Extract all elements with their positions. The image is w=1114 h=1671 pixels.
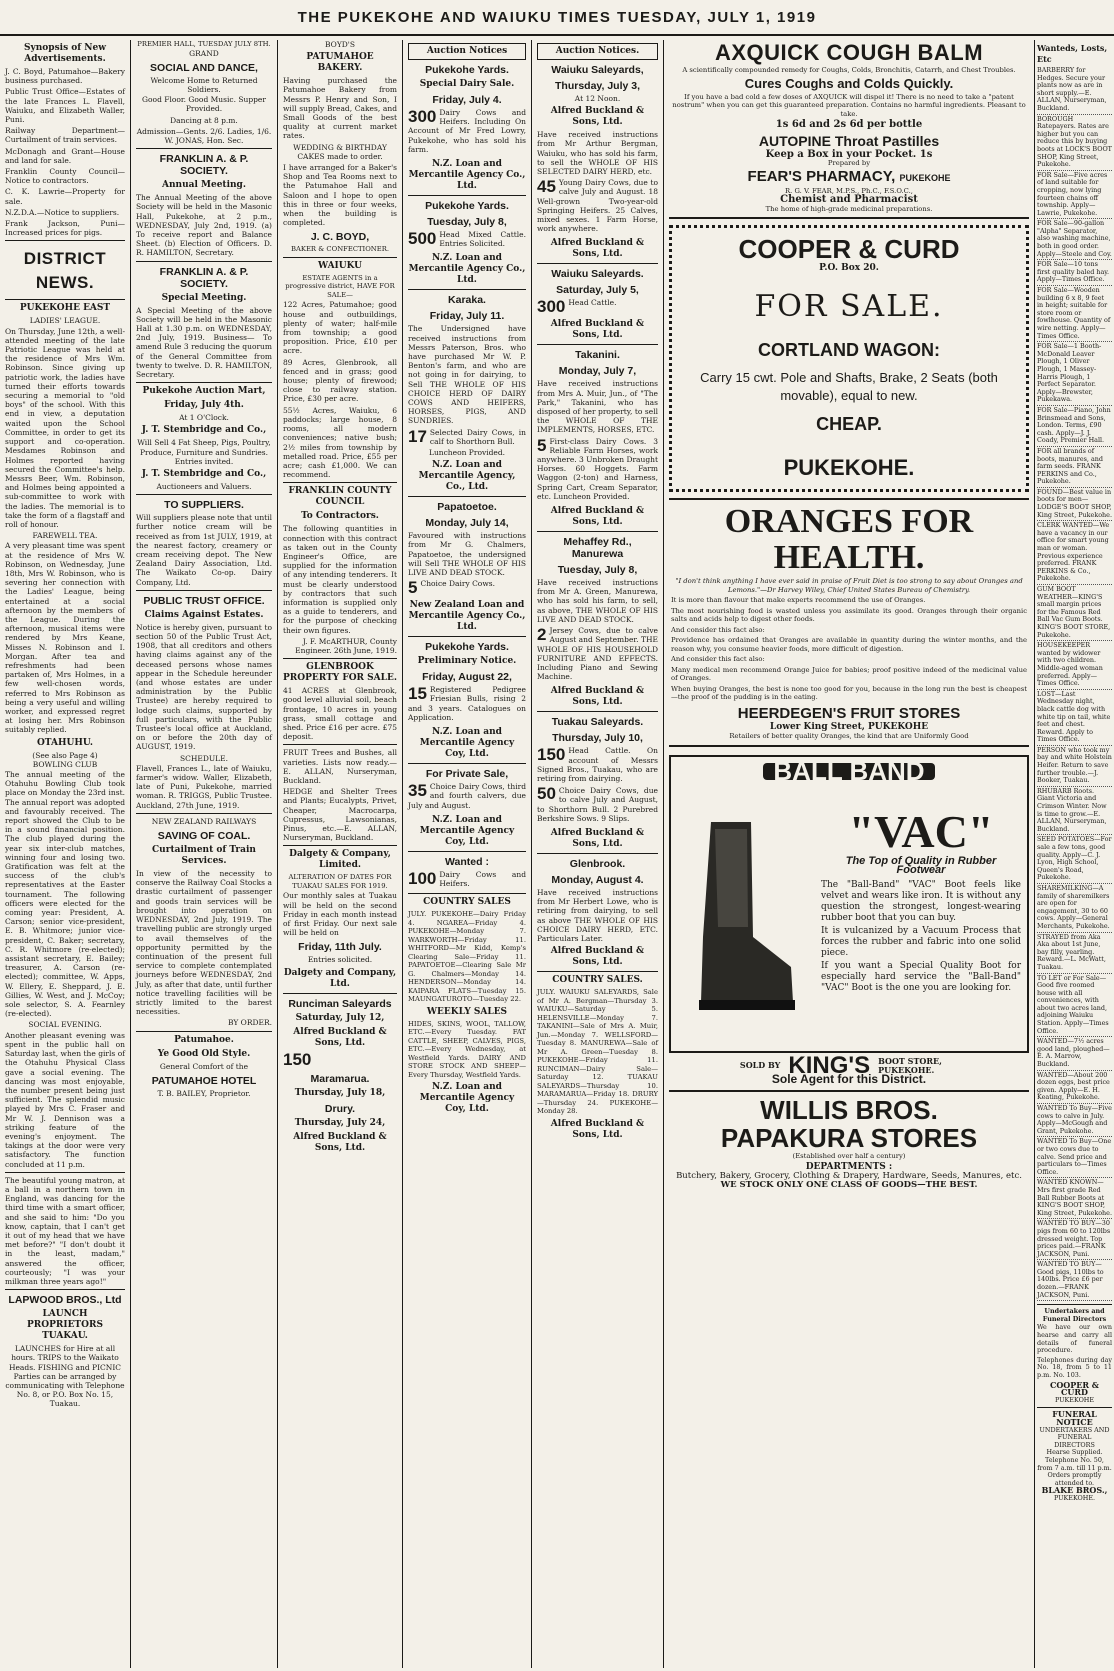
funeral-town: PUKEKOHE. — [1053, 1493, 1096, 1502]
auctioneer: N.Z. Loan and Mercantile Agency Co., Ltd. — [408, 253, 526, 286]
ad-title: Maramarua. — [310, 1072, 370, 1085]
sale-date: Monday, July 14, — [425, 517, 509, 530]
sale-text: First-class Dairy Cows. 3 Reliable Farm Horses, work anywhere. 3 Unbroken Draught Horses. 60 Hoggets. Farm Waggon (2-ton) and Harness, Spring Cart, Cream Separator, etc. Luncheon Provided. — [537, 436, 658, 501]
heerdegen-address: Lower King Street, PUKEKOHE — [769, 721, 929, 732]
ball-band-ad — [669, 755, 1029, 1053]
departments-heading: DEPARTMENTS : — [805, 1161, 893, 1172]
article-text: The beautiful young matron, at a ball in a northern town in England, was dancing for the third time with a smart officer, and she said to him: "Do you know, captain, that I can't get it out of my head that we have met before?" "I don't doubt it in the least, madam," answered the officer, courteously; "I was your milkman three years ago!" — [5, 1175, 125, 1286]
ad-title: GLENBROOK PROPERTY FOR SALE. — [283, 662, 397, 684]
heerdegen-tagline: Retailers of better quality Oranges, the kind that are Uniformly Good — [729, 732, 969, 741]
ad-title: Dalgety & Company, Limited. — [289, 849, 391, 871]
oranges-point: It is more than flavour that make experts recommend the use of Oranges. — [671, 596, 926, 605]
classified-ad: STRAYED from Aka Aka about 1st June, bay filly, yearling. Reward.—L. McWatt, Tuakau. — [1037, 934, 1112, 974]
sale-list: JULY. WAIUKU SALEYARDS, Sale of Mr A. Bergman—Thursday 3. WAIUKU—Saturday 5. HELENSVILLE—Monday 7. TAKANINI—Sale of Mrs A. Muir, Jun.—Monday 7. WELLSFORD—Tuesday 8. MANUREWA—Sale of Mr A. Green—Tuesday 8. PUKEKOHE—Friday 11. RUNCIMAN—Dairy Sale—Saturday 12. TUAKAU SALEYARDS—Thursday 10. MARAMARUA—Friday 18. DRURY—Thursday 24. PUKEKOHE—Monday 28. — [537, 988, 658, 1116]
notice-text: At 1 O'Clock. — [179, 413, 229, 423]
sale-location: Pukekohe Yards. — [425, 200, 509, 213]
sale-text: Registered Pedigree Friesian Bulls, rising 2 and 3 years. Catalogues on Application. — [408, 685, 526, 722]
classified-ad: FOUND—Best value in boots for men—LODGE'S BOOT SHOP, King Street, Pukekohe. — [1037, 489, 1112, 521]
sale-date: Tuesday, July 8, — [427, 216, 507, 229]
wagon-heading: CORTLAND WAGON: — [758, 340, 940, 361]
cooper-curd-title: COOPER & CURD — [738, 234, 960, 265]
synopsis-item: Public Trust Office—Estates of the late Frances L. Flavell, Waiuku, and Elizabeth Waller, Puni. — [5, 87, 125, 125]
ad-text: J. F. McARTHUR, County Engineer. 26th June, 1919. — [295, 636, 397, 655]
notice-subtitle: J. T. Stembridge and Co., — [141, 425, 267, 436]
wagon-price-note: CHEAP. — [816, 414, 882, 435]
vac-subtitle: The Top of Quality in Rubber Footwear — [845, 854, 997, 876]
lot-number: 100 — [408, 868, 437, 888]
lot-number: 500 — [408, 229, 437, 249]
pharmacist-title: Chemist and Pharmacist — [780, 194, 918, 206]
classifieds-list — [1037, 67, 1112, 1301]
ad-heading: BOYD'S — [325, 40, 355, 49]
notice-text: Good Floor. Good Music. Supper Provided. — [142, 95, 266, 114]
classified-ad: SEED POTATOES—For sale a few tons, good quality. Apply—C. J. Lyon, High School, Queen's Road, Pukekohe. — [1037, 836, 1112, 884]
sale-text: Head Cattle. — [568, 298, 617, 308]
sale-text: Young Dairy Cows, due to calve July and August. 18 Well-grown Two-year-old Springing Heifers. 25 Calves, mixed sexes. 1 Farm Horse, work anywhere. — [537, 178, 658, 234]
classified-ad: FOR Sale—10 tons first quality baled hay. Apply—Times Office. — [1037, 261, 1112, 286]
ad-title: Alfred Buckland & Sons, Ltd. — [293, 1131, 387, 1153]
article-heading: SOCIAL EVENING. — [28, 1020, 102, 1030]
lot-number: 5 — [537, 435, 547, 455]
ad-date: Saturday, July 12, — [295, 1012, 385, 1023]
classified-ad: PERSON who took my bay and white Holstein Heifer. Return to save further trouble.—J. Booker, Tuakau. — [1037, 747, 1112, 787]
undertakers-telephone: Telephones during day No. 18, from 5 to 11 p.m. No. 103. — [1037, 1355, 1112, 1379]
ad-heading: LAPWOOD BROS., Ltd — [8, 1294, 122, 1307]
lot-number: 300 — [408, 107, 437, 126]
notice-heading: PREMIER HALL, TUESDAY JULY 8TH. — [137, 40, 271, 48]
cooper-curd-box: P.O. Box 20. — [819, 263, 879, 274]
classified-ad: FOR Sale—Wooden building 6 x 8, 9 feet in height; suitable for store room or fowlhouse. Quantity of wire netting. Apply—Times Office. — [1037, 287, 1112, 342]
article-text: A very pleasant time was spent at the residence of Mrs W. Robinson, on Wednesday, June 18th, Mrs W. Robinson, who is severing her connection with the Ladies' League, being entertained at a social afternoon by the members of the League. During the afternoon, musical items were rendered by Mrs Keane, Misses N. Robinson and I. Morgan. After tea and refreshments had been partaken of, Mrs Holmes, in a few well-chosen words, referred to Mrs Robinson as being a very useful and willing worker, and expressed regret at losing her. Mrs Robinson suitably replied. — [5, 541, 125, 735]
oranges-point: Many medical men recommend Orange Juice for babies; proof positive indeed of the medicinal value of Oranges. — [671, 665, 1027, 683]
sale-date: Saturday, July 5, — [556, 284, 639, 297]
column-business — [278, 40, 402, 1668]
axquick-price: 1s 6d and 2s 6d per bottle — [775, 119, 923, 130]
lot-number: 15 — [408, 684, 427, 704]
auctioneer: New Zealand Loan and Mercantile Agency Co., Ltd. — [408, 600, 526, 633]
ad-title: Alfred Buckland & Sons, Ltd. — [293, 1026, 387, 1048]
ad-date: Thursday, July 24, — [294, 1117, 386, 1128]
sale-date: Friday, July 11. — [429, 310, 505, 323]
classified-ad: FOR Sale—Five acres of land suitable for cropping, now lying fourteen chains off township. Apply—Lawrie, Pukekohe. — [1037, 172, 1112, 220]
classified-ad: WANTED TO BUY—30 pigs from 60 to 120lbs dressed weight. Top prices paid.—FRANK JACKSON, Puni. — [1037, 1220, 1112, 1260]
ad-text: 41 ACRES at Glenbrook, good level alluvial soil, beach frontage, 10 acres in young grass, small cottage and shed. Price £16 per acre. £75 deposit. — [283, 686, 397, 742]
notice-text: Auctioneers and Valuers. — [156, 481, 252, 491]
column-auctions-nzloan — [403, 40, 531, 1668]
funeral-firm: BLAKE BROS., — [1041, 1485, 1108, 1496]
section-heading: PUKEKOHE EAST — [19, 303, 111, 314]
auctioneer: Alfred Buckland & Sons, Ltd. — [550, 1118, 645, 1140]
funeral-text: Hearse Supplied. — [1046, 1448, 1103, 1457]
article-text: On Thursday, June 12th, a well-attended meeting of the late Patriotic League was held at the residence of Mrs Wm. Robinson. Since giving up patriotic work, the ladies have turned their efforts towards securing a memorial to "old boys" of the school. With this end in view, a deputation waited upon the School Committee, in order to get its support and co-operation. Mesdames Robinson and Holmes reported having secured the Committee's help. Messrs Beer, Wm. Robinson, and Holmes being appointed a sub-committee to work with the ladies. The memorial is to take the form of a flagstaff and roll of honour. — [5, 326, 125, 529]
article-text: The annual meeting of the Otahuhu Bowling Club took place on Monday the 23rd inst. The annual report was adopted and favourably received. The report showed the Club to be in a sound financial position. The club played during the year six inter-club matches, winning four and losing two. Gratification was felt at the success of the club's representatives at the Easter tournament. The following officers were elected for the coming year: President, A. Carson; senior vice-president, E. B. Whitmore; junior vice-president, C. Baker; secretary, C. R. Whitmore (re-elected); assistant secretary, E. Bailey; treasurer, A. Carson (re-elected); committee, W. Apps, W. Ellery, E. Sheppard, J. E. Gillies, W. West, and J. McCoy; sole selector, S. A. Fearnley (re-elected). — [5, 770, 125, 1019]
auctioneer: Alfred Buckland & Sons, Ltd. — [550, 686, 645, 708]
column-auctions-buckland — [532, 40, 663, 1668]
sale-text: Have received instructions from Mr A. Green, Manurewa, who has sold his farm, to sell, as above, THE WHOLE OF HIS LIVE AND DEAD STOCK. — [537, 578, 658, 624]
auctioneer: Alfred Buckland & Sons, Ltd. — [550, 106, 645, 128]
funeral-text: UNDERTAKERS AND FUNERAL DIRECTORS — [1039, 1425, 1110, 1449]
notice-subtitle: Special Meeting. — [161, 292, 247, 303]
ad-subheading: LAUNCH PROPRIETORS TUAKAU. — [27, 1309, 103, 1342]
classified-ad: WANTED KNOWN—Mrs first grade Red Ball Rubber Boots at KING'S BOOT SHOP, King Street, Pukekohe. — [1037, 1179, 1112, 1219]
synopsis-item: N.Z.D.A.—Notice to suppliers. — [5, 207, 120, 217]
sale-location: Waiuku Saleyards. — [551, 268, 644, 281]
ad-text: HEDGE and Shelter Trees and Plants; Eucalypts, Privet, Cheaper, Macrocarpa, Cupressus, Lawsonianas, Pinus, etc.—E. ALLAN, Nurseryman, Buckland. — [283, 787, 397, 843]
sale-location: Mehaffey Rd., Manurewa — [563, 536, 632, 561]
property-item: 55½ Acres, Waiuku, 6 paddocks; large house, 8 rooms, all modern conveniences; native bush; 2½ miles from township by metalled road. Price, £55 per acre; cash £1,000. We can recommend. — [283, 405, 397, 480]
sale-location: Pukekohe Yards. — [425, 64, 509, 76]
notice-subtitle: Curtailment of Train Services. — [152, 845, 256, 867]
auctioneer: Alfred Buckland & Sons, Ltd. — [550, 319, 645, 341]
sale-text: Have received instructions from Mrs A. Muir, Jun., of "The Park," Takanini, who has disposed of her property, to sell the WHOLE OF THE IMPLEMENTS, HORSES, ETC. — [537, 379, 658, 435]
article-text: Another pleasant evening was spent in the public hall on Saturday last, when the girls of the Otahuhu Physical Class gave a social evening. The dancing was most enjoyable, the number present being just sufficient. The splendid music played by Mrs C. Fraser and Mr W. J. Dennison was a striking feature of the evening's enjoyment. The takings at the door were very satisfactory. The function concluded at 11 p.m. — [5, 1030, 125, 1169]
sale-location: Wanted : — [445, 855, 489, 868]
notice-subtitle: Ye Good Old Style. — [157, 1048, 251, 1059]
sale-text: Have received instructions from Mr Arthur Bergman, Waiuku, who has sold his farm, to sell the WHOLE OF HIS SELECTED DAIRY HERD, etc. — [537, 130, 658, 177]
auctioneer: N.Z. Loan and Mercantile Agency Coy, Ltd. — [419, 1082, 515, 1115]
sale-text: Have received instructions from Mr Herbert Lowe, who is retiring from dairying, to sell as above THE WHOLE OF HIS CHOICE DAIRY HERD, ETC. Particulars Later. — [537, 887, 658, 943]
sale-list-heading: COUNTRY SALES — [423, 897, 511, 908]
notice-subtitle: Claims Against Estates. — [144, 609, 264, 620]
notice-text: SCHEDULE. — [179, 753, 229, 763]
lot-number: 150 — [537, 745, 566, 765]
lot-number: 5 — [408, 578, 418, 598]
synopsis-item: C. K. Lawrie—Property for sale. — [5, 187, 125, 206]
kings-title: KING'S — [788, 1052, 871, 1080]
column-display-ads — [664, 40, 1034, 1668]
sale-list-heading: WEEKLY SALES — [426, 1006, 508, 1017]
notice-heading: NEW ZEALAND RAILWAYS — [151, 816, 257, 826]
oranges-title: ORANGES FOR HEALTH. — [724, 503, 974, 577]
classified-ad: WANTED—7½ acres good land, ploughed—E. A. Marrow, Buckland. — [1037, 1038, 1112, 1070]
papakura-title: PAPAKURA STORES — [720, 1123, 978, 1154]
oranges-ad — [669, 498, 1029, 746]
lot-number: 35 — [408, 781, 427, 801]
undertakers-text: We have our own hearse and carry all details of funeral procedure. — [1037, 1323, 1112, 1355]
ad-subtitle: To Contractors. — [301, 511, 379, 522]
sale-date: Thursday, July 10, — [552, 732, 643, 745]
funeral-text: Orders promptly attended to. — [1047, 1471, 1102, 1487]
willis-established: (Established over half a century) — [792, 1152, 906, 1161]
notice-subtitle: Pukekohe Auction Mart, — [142, 386, 266, 397]
auctioneer: N.Z. Loan and Mercantile Agency Co., Ltd. — [408, 159, 526, 192]
autopine-title: AUTOPINE Throat Pastilles — [758, 133, 940, 150]
notice-title: FRANKLIN A. & P. SOCIETY. — [159, 265, 249, 290]
lot-number: 2 — [537, 625, 547, 645]
vac-title: "VAC" — [848, 805, 994, 857]
undertakers-firm: COOPER & CURD — [1049, 1379, 1100, 1398]
classified-ad: CLERK WANTED—We have a vacancy in our office for smart young man or woman. Previous experience preferred. FRANK PERKINS & Co., Pukekohe. — [1037, 522, 1112, 585]
auctioneer: N.Z. Loan and Mercantile Agency, Co., Ltd. — [418, 460, 516, 493]
pharmacy-town: PUKEKOHE — [899, 172, 951, 183]
column-heading: Auction Notices. — [537, 43, 658, 60]
ball-band-logo: BALL BAND — [763, 763, 934, 780]
ad-text: I have arranged for a Baker's Shop and Tea Rooms next to the Patumahoe Hall and Saloon and I hope to open this in three or four weeks, when the building is completed. — [283, 163, 397, 228]
undertakers-heading: Undertakers and Funeral Directors — [1042, 1307, 1107, 1323]
synopsis-item: McDonagh and Grant—House and land for sale. — [5, 146, 125, 165]
synopsis-heading: Synopsis of New Advertisements. — [24, 43, 106, 64]
ad-text: WEDDING & BIRTHDAY CAKES made to order. — [293, 142, 387, 161]
sale-text: Selected Dairy Cows, in calf to Shorthorn Bull. — [429, 427, 526, 446]
sale-location: Takanini. — [575, 349, 620, 362]
kings-subtitle: BOOT STORE, PUKEKOHE. — [878, 1055, 942, 1075]
notice-title: PATUMAHOE HOTEL — [151, 1074, 257, 1087]
sale-location: Karaka. — [448, 294, 486, 307]
property-item: 89 Acres, Glenbrook, all fenced and in grass; good house; plenty of firewood; close to railway station. Price, £30 per acre. — [283, 357, 397, 404]
sale-text: Dairy Cows and Heifers. — [439, 869, 526, 888]
vac-text: If you want a Special Quality Boot for especially hard service the "Ball-Band" "VAC" Boot is the one you are looking for. — [821, 960, 1021, 993]
sale-text: Head Cattle. On account of Messrs Signed Bros., Tuakau, who are retiring from dairying. — [537, 746, 658, 783]
funeral-heading: FUNERAL NOTICE — [1052, 1409, 1097, 1427]
oranges-point: The most nourishing food is wasted unless you assimilate its good. Oranges through their organic salts and acids help to digest other foods. — [671, 606, 1027, 624]
notice-text: Notice is hereby given, pursuant to section 50 of the Public Trust Act, 1908, that all creditors and others having claims against any of the deceased persons whose names appear in the Schedule hereunder (and whose estates are under administration by the Public Trustee) are hereby required to lodge such claims, supported by full particulars, with the Public Trustee's local office at Auckland, on or before the 20th day of AUGUST, 1919. — [136, 622, 272, 752]
notice-subtitle: Patumahoe. — [174, 1034, 234, 1045]
sale-text: Choice Dairy Cows. — [420, 579, 495, 589]
sale-text: Head Mixed Cattle. Entries Solicited. — [439, 230, 526, 249]
pharmacy-name: FEAR'S PHARMACY, — [747, 167, 896, 185]
cooper-curd-ad — [669, 225, 1029, 492]
sale-date: Monday, July 7, — [558, 365, 637, 378]
classified-ad: WANTED TO BUY—Good pigs, 110lbs to 140lbs. Price £6 per dozen.—FRANK JACKSON, Puni. — [1037, 1261, 1112, 1301]
article-heading: LADIES' LEAGUE. — [29, 316, 101, 326]
masthead — [0, 0, 1114, 36]
autopine-text: Keep a Box in your Pocket. 1s — [765, 149, 933, 161]
sale-list-heading: COUNTRY SALES. — [552, 975, 643, 986]
classified-ad: LOST—Last Wednesday night, black cattle dog with white tip on tail, white feet and chest. Reward. Apply to Times Office. — [1037, 691, 1112, 746]
sale-location: Glenbrook. — [569, 857, 626, 870]
synopsis-list — [5, 67, 125, 237]
notice-text: T. B. BAILEY, Proprietor. — [157, 1088, 251, 1098]
sale-text: Favoured with instructions from Mr G. Chalmers, Papatoetoe, the undersigned will Sell THE WHOLE OF HIS LIVE AND DEAD STOCK. — [408, 531, 526, 578]
axquick-subtitle: A scientifically compounded remedy for Coughs, Colds, Bronchitis, Catarrh, and Chest Troubles. — [682, 66, 1016, 74]
sale-date: Friday, July 4. — [432, 94, 502, 106]
notice-title: SOCIAL AND DANCE, — [150, 61, 258, 74]
ad-text: Our monthly sales at Tuakau will be held on the second Friday in each month instead of first Friday. Our next sale will be held on — [283, 891, 397, 938]
synopsis-item: Franklin County Council—Notice to contractors. — [5, 167, 125, 186]
classified-ad: GUM BOOT WEATHER—KING'S small margin prices for the Famous Red Ball Vac Gum Boots. KING'S BOOT STORE, Pukekohe. — [1037, 586, 1112, 641]
notice-text: A Special Meeting of the above Society will be held in the Masonic Hall at 1.30 p.m. on WEDNESDAY, 2nd July, 1919. Business— To amend Rule 3 reducing the quorum of the General Committee from twenty to twelve. D. R. HAMILTON, Secretary. — [136, 305, 272, 379]
oranges-point: And consider this fact also: — [671, 655, 765, 664]
pharmacist-name: R. G. V. FEAR, M.P.S., Ph.C., F.S.O.C., — [785, 186, 913, 195]
ad-text: Entries solicited. — [307, 955, 373, 965]
rubber-boot-illustration — [681, 817, 801, 1017]
funeral-text: Telephone No. 50, from 7 a.m. till 11 p.m. — [1037, 1455, 1112, 1472]
sale-date: Thursday, July 3, — [555, 80, 640, 92]
axquick-text: If you have a bad cold a few doses of AXQUICK will dispel it! There is no need to take a "patent nostrum" when you can get this guaranteed preparation. Contains no harmful ingredients. Pleasant to take. — [672, 92, 1026, 118]
sale-list: JULY. PUKEKOHE—Dairy Friday 4. NGAREA—Friday 4. PUKEKOHE—Monday 7. WARKWORTH—Friday 11. WHITFORD—Mr Kidd, Kemp's Clearing Sale—Friday 11. PAPATOETOE—Clearing Sale Mr G. Chalmers—Monday 14. HENDERSON—Monday 14. KAIPARA FLATS—Tuesday 15. MAUNGATUROTO—Tuesday 22. — [408, 910, 526, 1004]
willis-title: WILLIS BROS. — [760, 1095, 938, 1126]
notice-text: In view of the necessity to conserve the Railway Coal Stocks a drastic curtailment of passenger and goods train services will be brought into operation on WEDNESDAY, 2nd July, 1919. The travelling public are strongly urged to avail themselves of the opportunity permitted by the continuation of the present full service to complete contemplated journeys before WEDNESDAY, 2nd July, as after that date, until further notice travelling facilities will be strictly limited to the barest necessities. — [136, 869, 272, 1017]
oranges-point: And consider this fact also: — [671, 625, 765, 634]
ad-title: FRANKLIN COUNTY COUNCIL — [288, 486, 392, 508]
classified-ad: FOR Sale—1 Booth-McDonald Leaver Plough, 1 Oliver Plough, 1 Massey-Harris Plough, 1 Perfect Separator. Apply—Brewster, Pukekawa. — [1037, 343, 1112, 406]
classified-ad: FOR all brands of boots, manures, and farm seeds. FRANK PERKINS and Co., Pukekohe. — [1037, 448, 1112, 488]
notice-text: Welcome Home to Returned Soldiers. — [150, 75, 258, 94]
departments-list: Butchery, Bakery, Grocery, Clothing & Drapery, Hardware, Seeds, Manures, etc. — [676, 1170, 1022, 1181]
classified-ad: BOROUGH Ratepayers. Rates are higher but you can reduce this by buying boots at LOCK'S BOOT SHOP, King Street, Pukekohe. — [1037, 116, 1112, 171]
wagon-description: Carry 15 cwt. Pole and Shafts, Brake, 2 Seats (both movable), equal to new. — [700, 370, 998, 404]
sale-text: Dairy Cows and Heifers. Including On Account of Mr Fred Lowry, Pukekohe, who has sold his farm. — [408, 108, 526, 154]
willis-ad — [669, 1090, 1029, 1190]
notice-subtitle: J. T. Stembridge and Co., — [141, 468, 267, 479]
ad-text: BAKER & CONFECTIONER. — [290, 245, 389, 254]
sale-location: Waiuku Saleyards, — [551, 64, 644, 76]
see-also-note: (See also Page 4) — [32, 750, 98, 760]
vac-text: It is vulcanized by a Vacuum Process that forces the rubber and fabric into one solid piece. — [821, 925, 1021, 958]
ad-text: ESTATE AGENTS in a progressive district, HAVE FOR SALE— — [285, 273, 395, 299]
sale-type: Preliminary Notice. — [417, 656, 517, 667]
notice-text: Dancing at 8 p.m. — [170, 115, 238, 125]
classified-ad: FOR Sale—90-gallon "Alpha" Separator, also washing machine, both in good order. Apply—Steele and Coy. — [1037, 220, 1112, 260]
auctioneer: Alfred Buckland & Sons, Ltd. — [550, 946, 645, 968]
notice-text: BY ORDER. — [227, 1018, 272, 1028]
sole-agent: Sole Agent for this District. — [771, 1071, 927, 1086]
article-heading: BOWLING CLUB — [32, 759, 98, 769]
auctioneer: N.Z. Loan and Mercantile Agency Coy, Ltd. — [419, 727, 515, 760]
lot-number: 50 — [537, 784, 556, 804]
sale-location: Papatoetoe. — [437, 501, 497, 514]
section-heading: OTAHUHU. — [36, 737, 94, 748]
classified-ad: BARBERRY for Hedges. Secure your plants now as are in short supply.—E. ALLAN, Nurseryman, Buckland. — [1037, 67, 1112, 115]
synopsis-item: J. C. Boyd, Patumahoe—Bakery business purchased. — [5, 67, 125, 86]
ad-date: Thursday, July 18, — [294, 1087, 386, 1098]
sale-date: Friday, August 22, — [422, 671, 512, 684]
sale-text: Jersey Cows, due to calve August and September. THE WHOLE OF HIS HOUSEHOLD FURNITURE AND EFFECTS. Including Piano and Sewing Machine. — [537, 626, 658, 682]
ad-text: FRUIT Trees and Bushes, all varieties. Lists now ready.—E. ALLAN, Nurseryman, Buckland. — [283, 748, 397, 785]
classified-ad: WANTED To Buy—Five cows to calve in July. Apply—McGough and Grant, Pukekohe. — [1037, 1105, 1112, 1137]
synopsis-item: Frank Jackson, Puni—Increased prices for pigs. — [5, 219, 125, 238]
ad-text: ALTERATION OF DATES FOR TUAKAU SALES FOR 1919. — [288, 873, 392, 890]
lot-number: 300 — [537, 297, 566, 317]
classified-ad: TO LET or For Sale—Good five roomed house with all conveniences, with about two acres land, adjoining Waiuku Station. Apply—Times Office. — [1037, 975, 1112, 1038]
lot-number: 150 — [283, 1049, 312, 1069]
axquick-title: AXQUICK COUGH BALM — [714, 40, 984, 65]
auctioneer: Alfred Buckland & Sons, Ltd. — [550, 238, 645, 260]
notice-date: Friday, July 4th. — [164, 400, 244, 411]
sale-date: Tuesday, July 8, — [557, 564, 638, 577]
synopsis-item: Railway Department—Curtailment of train services. — [5, 126, 125, 145]
ad-title: Dalgety and Company, Ltd. — [283, 967, 397, 989]
auctioneer: Alfred Buckland & Sons, Ltd. — [550, 506, 645, 528]
lot-number: 17 — [408, 426, 427, 446]
axquick-cures: Cures Coughs and Colds Quickly. — [744, 75, 954, 91]
property-item: 122 Acres, Patumahoe; good house and outbuildings, plenty of water; half-mile from township; a good proposition. Price, £10 per acre. — [283, 300, 397, 356]
column-classifieds — [1035, 40, 1114, 1668]
notice-title: FRANKLIN A. & P. SOCIETY. — [159, 153, 249, 178]
auctioneer: Alfred Buckland & Sons, Ltd. — [550, 827, 645, 849]
willis-stock-note: WE STOCK ONLY ONE CLASS OF GOODS—THE BEST. — [720, 1180, 978, 1191]
sale-text: Choice Dairy Cows, due to calve July and August, to Shorthorn Bull. 2 Purebred Berkshire Sows. 9 Slips. — [537, 786, 658, 823]
auctioneer: N.Z. Loan and Mercantile Agency Coy, Ltd. — [419, 814, 515, 847]
oranges-quote: "I don't think anything I have ever said in praise of Fruit Diet is too strong to say about Oranges and Lemons."—Dr Harvey Wiley, Chief United States Bureau of Chemistry. — [675, 577, 1023, 594]
ad-title: J. C. BOYD, — [310, 231, 370, 244]
axquick-ad — [669, 40, 1029, 219]
classified-ad: WANTED—About 200 dozen eggs, best price given. Apply—E. H. Keating, Pukekohe. — [1037, 1072, 1112, 1104]
pharmacy-tagline: The home of high-grade medicinal preparations. — [765, 204, 933, 213]
classified-ad: HOUSEKEEPER wanted by widower with two children. Middle-aged woman preferred. Apply—Times Office. — [1037, 642, 1112, 690]
ad-text: LAUNCHES for Hire at all hours. TRIPS to the Waikato Heads. FISHING and PICNIC Parties can be arranged by communicating with Telephone No. 8, or P.O. Box No. 15, Tuakau. — [5, 1344, 125, 1409]
ad-title: PATUMAHOE BAKERY. — [306, 52, 374, 74]
sale-date: Monday, August 4. — [551, 873, 644, 886]
sale-text: Choice Dairy Cows, third and fourth calvers, due July and August. — [408, 782, 526, 810]
masthead-title: THE PUKEKOHE AND WAIUKU TIMES TUESDAY, JULY 1, 1919 — [297, 9, 817, 26]
notice-text: Will suppliers please note that until further notice cream will be received as from 1st JULY, 1919, at the nearest factory, creamery or cream receiving depot. The New Zealand Dairy Association, Ltd. The Waikato Co-op. Dairy Company, Ltd. — [136, 513, 272, 587]
classifieds-heading: Wanteds, Losts, Etc — [1037, 43, 1108, 64]
ad-title: WAIUKU — [318, 260, 362, 271]
oranges-point: Providence has ordained that Oranges are available in quantity during the winter months, and the reason why, you consume heavier foods, more difficult of digestion. — [671, 636, 1027, 653]
sale-type: Special Dairy Sale. — [419, 79, 515, 89]
classified-ad: WANTED To Buy—One or two cows due to calve. Send price and particulars to—Times Office. — [1037, 1138, 1112, 1178]
prepared-by: Prepared by — [827, 159, 871, 168]
column-heading: Auction Notices — [408, 43, 526, 60]
notice-text: Will Sell 4 Fat Sheep, Pigs, Poultry, Produce, Furniture and Sundries. Entries invited. — [137, 438, 271, 466]
notice-text: The Annual Meeting of the above Society will be held in the Masonic Hall, Pukekohe, at 2 p.m., WEDNESDAY, July 2nd, 1919. (a) To receive report and Balance Sheet. (b) Election of Officers. D. R. HAMILTON, Secretary. — [136, 193, 272, 258]
vac-text: The "Ball-Band" "VAC" Boot feels like velvet and wears like iron. It is without any question the strongest, longest-wearing rubber boot that you can buy. — [821, 879, 1021, 923]
ad-text: The following quantities in connection with this contract as taken out in the County Engineer's Office, are supplied for the information of any intending tenderers. It must be clearly understood by contractors that such information is supplied only as a guide to tenderers, and for the purpose of checking their own figures. — [283, 524, 397, 635]
column-news — [0, 40, 130, 1668]
sale-list: HIDES, SKINS, WOOL, TALLOW, ETC.—Every Tuesday. FAT CATTLE, SHEEP, CALVES, PIGS, ETC.—Every Wednesday, at Westfield Yards. DAIRY AND STORE STOCK AND SHEEP—Every Thursday, Westfield Yards. — [408, 1019, 526, 1079]
column-notices — [131, 40, 277, 1668]
notice-text: GRAND — [189, 48, 219, 58]
notice-title: PUBLIC TRUST OFFICE. — [143, 594, 265, 607]
cooper-curd-town: PUKEKOHE. — [783, 455, 915, 481]
classified-ad: SHAREMILKING—A family of sharemilkers are open for engagement, 30 to 60 cows. Apply—General Merchants, Pukekohe. — [1037, 885, 1112, 933]
ad-title: Drury. — [324, 1102, 356, 1115]
ad-date: Friday, 11th July. — [298, 941, 382, 954]
ad-text: Having purchased the Patumahoe Bakery from Messrs P. Henry and Son, I will supply Bread, Cakes, and Small Goods of the best quality at current market rates. — [283, 76, 397, 141]
district-news-heading: DISTRICT NEWS. — [23, 249, 107, 293]
lot-number: 45 — [537, 177, 556, 197]
notice-text: Flavell, Frances L., late of Waiuku, farmer's widow. Waller, Elizabeth, late of Puni, Pukekohe, married woman. R. TRIGGS, Public Trustee. Auckland, 27th June, 1919. — [136, 763, 272, 810]
undertakers-town: PUKEKOHE — [1054, 1395, 1095, 1404]
notice-text: General Comfort of the — [159, 1061, 249, 1071]
oranges-point: When buying Oranges, the best is none too good for you, because in the long run the best is cheapest—the proof of the pudding is in the eating. — [671, 684, 1027, 702]
notice-text: Admission—Gents. 2/6. Ladies, 1/6. W. JONAS, Hon. Sec. — [136, 126, 272, 145]
sold-by-label: SOLD BY — [739, 1060, 781, 1071]
sale-time: At 12 Noon. — [574, 94, 621, 103]
sale-text: The Undersigned have received instructions from Messrs Paterson, Bros. who have purchased Mr W. P. Benton's farm, and who are not going in for dairying, to Sell THE WHOLE OF HIS CHOICE HERD OF DAIRY COWS AND HEIFERS, HORSES, PIGS, AND SUNDRIES. — [408, 324, 526, 426]
ad-title: Runciman Saleyards — [288, 997, 392, 1010]
notice-title: SAVING OF COAL. — [157, 830, 251, 843]
notice-title: TO SUPPLIERS. — [164, 499, 244, 512]
article-heading: FAREWELL TEA. — [32, 531, 98, 541]
sale-text: Luncheon Provided. — [428, 448, 506, 458]
classified-ad: RHUBARB Roots. Giant Victoria and Crimson Winter. Now is time to grow.—E. ALLAN, Nurseryman, Buckland. — [1037, 788, 1112, 836]
classified-ad: FOR Sale—Piano, John Brinsmead and Sons, London. Terms, £90 cash. Apply—J. J. Coady, Premier Hall. — [1037, 407, 1112, 447]
heerdegen-title: HEERDEGEN'S FRUIT STORES — [737, 704, 961, 722]
sale-location: Tuakau Saleyards. — [551, 716, 644, 729]
sale-location: For Private Sale, — [425, 768, 509, 781]
for-sale-heading: FOR SALE. — [754, 289, 944, 325]
notice-subtitle: Annual Meeting. — [162, 180, 246, 191]
sale-location: Pukekohe Yards. — [425, 641, 509, 654]
